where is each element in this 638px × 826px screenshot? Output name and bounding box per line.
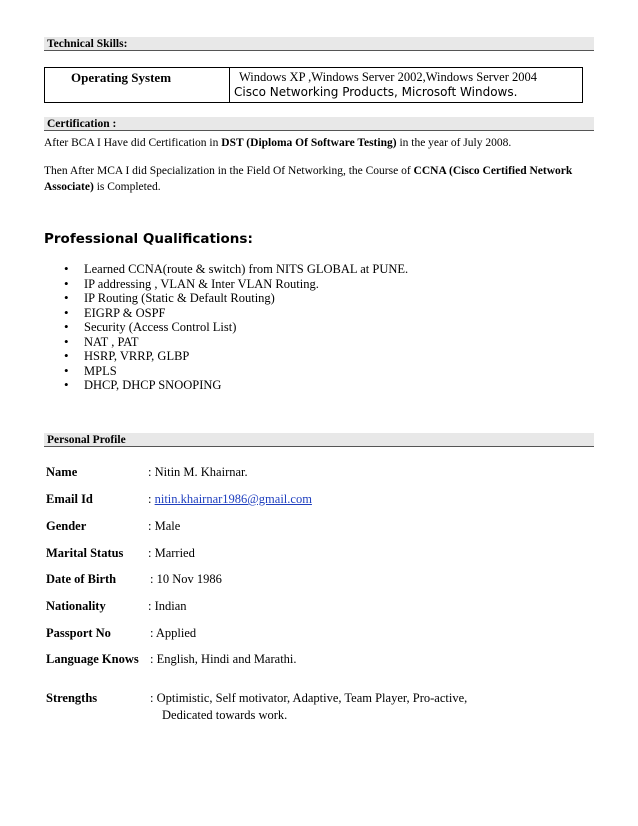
os-line-2: Cisco Networking Products, Microsoft Windows. (234, 85, 518, 99)
os-values (230, 68, 583, 103)
list-item: • Learned CCNA(route & switch) from NITS GLOBAL at PUNE. (64, 262, 408, 277)
cert-text: in the year of July 2008. (396, 137, 512, 149)
profile-label: Nationality (46, 599, 106, 613)
list-item: • EIGRP & OSPF (64, 306, 408, 321)
profile-value: : Indian (148, 599, 187, 613)
profile-label: Marital Status (46, 546, 124, 560)
list-item: • HSRP, VRRP, GLBP (64, 349, 408, 364)
profile-label: Name (46, 465, 78, 479)
cert-text: Then After MCA I did Specialization in the Field Of Networking, the Course of (44, 165, 414, 177)
profile-value: : Married (148, 546, 195, 560)
personal-profile-header: Personal Profile (44, 433, 594, 447)
os-label: Operating System (45, 68, 230, 103)
profile-label: Language Knows (46, 652, 139, 666)
qualifications-list (64, 262, 408, 393)
list-item: • NAT , PAT (64, 335, 408, 350)
profile-value: : Applied (150, 626, 197, 640)
certification-paragraph-1 (44, 135, 594, 151)
cert-text: is Completed. (93, 181, 161, 193)
profile-value: : Nitin M. Khairnar. (148, 465, 248, 479)
profile-value: : 10 Nov 1986 (150, 572, 222, 586)
list-item: • Security (Access Control List) (64, 320, 408, 335)
cert-course: CCNA (Cisco Certified Network Associate) (44, 165, 573, 193)
list-item: • DHCP, DHCP SNOOPING (64, 378, 408, 393)
operating-system-table (44, 67, 583, 103)
profile-value: : English, Hindi and Marathi. (150, 652, 297, 666)
os-line-1: Windows XP ,Windows Server 2002,Windows Server 2004 (239, 70, 537, 84)
list-item: • IP Routing (Static & Default Routing) (64, 291, 408, 306)
certification-header: Certification : (44, 117, 594, 131)
profile-value: : Male (148, 519, 181, 533)
profile-value (148, 492, 312, 507)
profile-label: Strengths (46, 691, 98, 705)
cert-course: DST (Diploma Of Software Testing) (221, 137, 397, 149)
email-link[interactable]: nitin.khairnar1986@gmail.com (154, 492, 312, 506)
list-item: • IP addressing , VLAN & Inter VLAN Routing. (64, 277, 408, 292)
cert-text: After BCA I Have did Certification in (44, 137, 222, 149)
profile-label: Gender (46, 519, 87, 533)
profile-label: Date of Birth (46, 572, 117, 586)
colon: : (148, 492, 155, 506)
list-item: • MPLS (64, 364, 408, 379)
profile-label: Email Id (46, 492, 93, 506)
profile-value: : Optimistic, Self motivator, Adaptive, Team Player, Pro-active, (150, 691, 468, 705)
certification-paragraph-2 (44, 163, 594, 195)
technical-skills-header: Technical Skills: (44, 37, 594, 51)
profile-value: Dedicated towards work. (162, 708, 288, 722)
profile-label: Passport No (46, 626, 111, 640)
professional-qualifications-heading: Professional Qualifications: (44, 231, 253, 247)
